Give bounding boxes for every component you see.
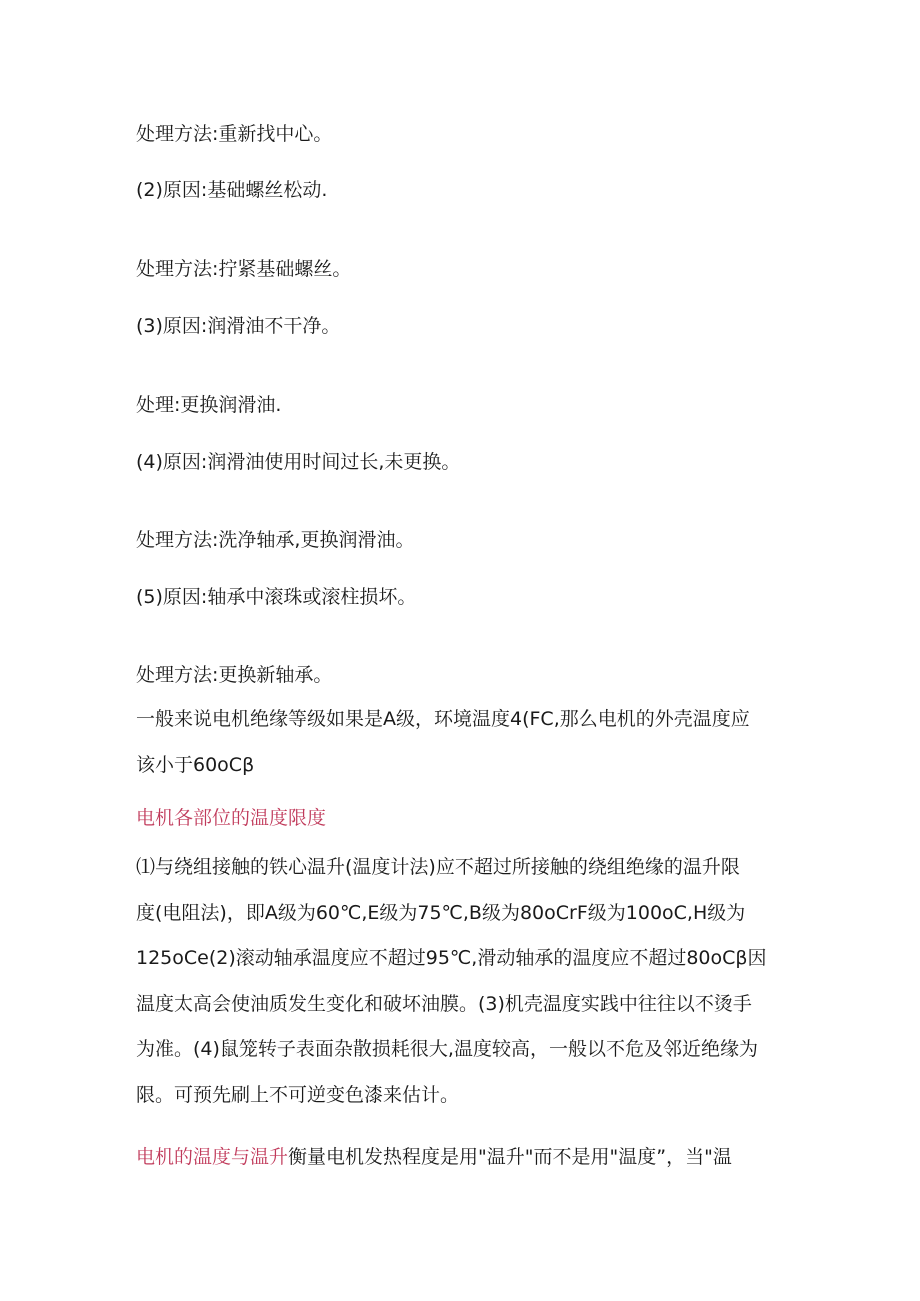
text-line: 处理:更换润滑油.	[136, 394, 282, 416]
text-line: 处理方法:拧紧基础螺丝。	[136, 258, 352, 280]
section-heading-temperature-rise: 电机的温度与温升	[136, 1146, 289, 1168]
text-line: 该小于60oCβ	[136, 753, 255, 776]
section-body-temperature-rise: 衡量电机发热程度是用"温升"而不是用"温度”，当"温	[288, 1146, 732, 1168]
text-line: 限。可预先刷上不可逆变色漆来估计。	[136, 1083, 460, 1106]
text-line: 125oCe(2)滚动轴承温度应不超过95℃,滑动轴承的温度应不超过80oCβ因	[136, 947, 767, 969]
text-line: (4)原因:润滑油使用时间过长,未更换。	[136, 451, 461, 473]
text-line: 度(电阻法)，即A级为60℃,E级为75℃,B级为80oCrF级为100oC,H级为	[136, 901, 746, 924]
text-line: (5)原因:轴承中滚珠或滚柱损坏。	[136, 586, 417, 608]
text-line: (3)原因:润滑油不干净。	[136, 315, 341, 337]
text-line: 处理方法:更换新轴承。	[136, 664, 333, 686]
section-temperature-rise	[136, 1144, 796, 1170]
text-line: ⑴与绕组接触的铁心温升(温度计法)应不超过所接触的绕组绝缘的温升限	[136, 856, 740, 878]
text-line: (2)原因:基础螺丝松动.	[136, 179, 328, 201]
text-line: 处理方法:洗净轴承,更换润滑油。	[136, 529, 415, 551]
insulation-note	[136, 697, 791, 788]
text-line: 一般来说电机绝缘等级如果是A级，环境温度4(FC,那么电机的外壳温度应	[136, 708, 750, 730]
text-line: 温度太高会使油质发生变化和破坏油膜。(3)机壳温度实践中往往以不烫手	[136, 992, 752, 1015]
section-heading-temperature-limits: 电机各部位的温度限度	[136, 807, 327, 829]
text-line: 为准。(4)鼠笼转子表面杂散损耗很大,温度较高，一般以不危及邻近绝缘为	[136, 1038, 758, 1060]
text-line: 处理方法:重新找中心。	[136, 123, 333, 145]
section-body-temperature-limits	[136, 845, 791, 1118]
